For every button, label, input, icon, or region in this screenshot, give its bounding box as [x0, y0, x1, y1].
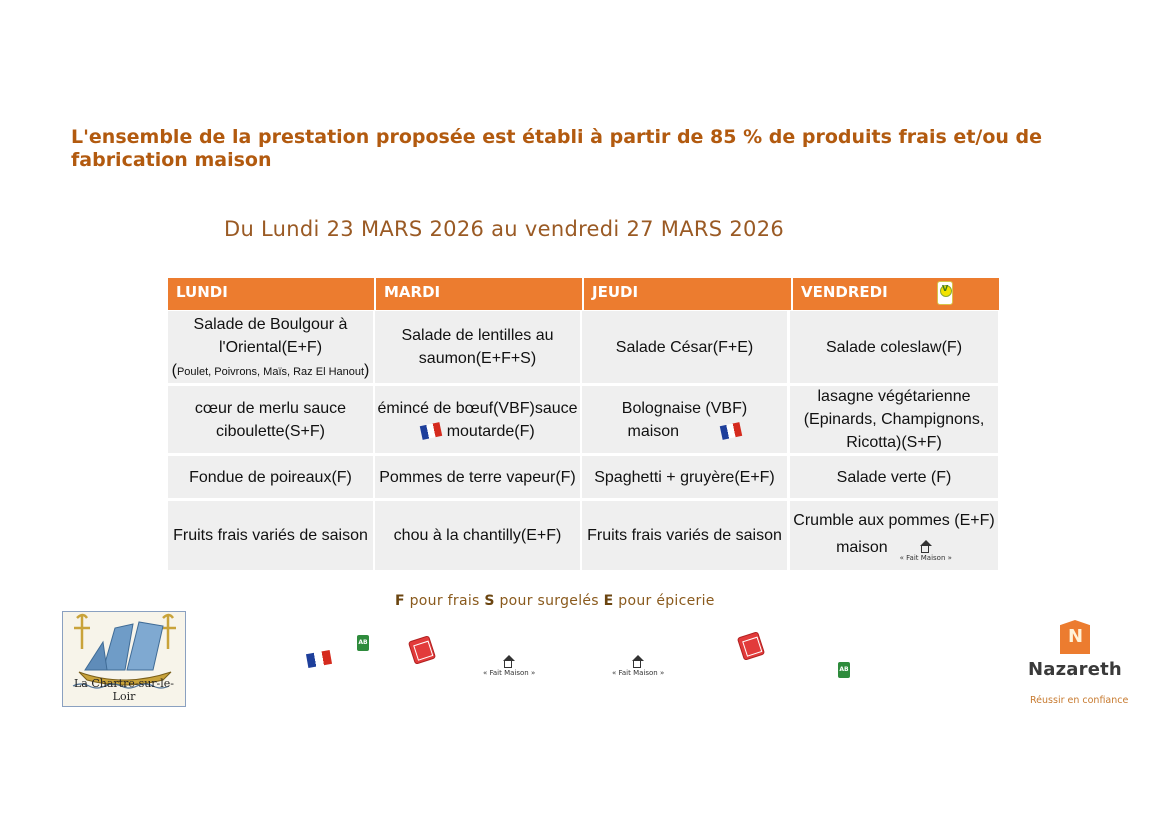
menu-cell-jeudi-dessert: Fruits frais variés de saison	[582, 501, 787, 570]
menu-cell-mardi-accompagnement: Pommes de terre vapeur(F)	[375, 456, 580, 498]
legend	[395, 593, 715, 609]
headline: L'ensemble de la prestation proposée est établi à partir de 85 % de produits frais et/ou de fabrication maison	[71, 126, 1043, 171]
dish-line: Bolognaise (VBF)	[621, 399, 748, 417]
chartre-caption: La Chartre-sur-le-Loir	[73, 677, 175, 703]
header-vendredi	[793, 278, 1001, 310]
legend-e-code: E	[603, 593, 614, 609]
legend-s-code: S	[484, 593, 495, 609]
fait-maison-icon	[612, 655, 664, 677]
fait-maison-label: « Fait Maison »	[483, 669, 536, 677]
dish-detail: (Poulet, Poivrons, Maïs, Raz El Hanout)	[171, 361, 370, 379]
house-icon	[918, 540, 934, 554]
header-vendredi-label: VENDREDI	[801, 283, 888, 301]
viande-bovine-francaise-icon	[720, 421, 742, 441]
menu-cell-mardi-entree: Salade de lentilles au saumon(E+F+S)	[375, 311, 580, 383]
dish-line: moutarde(F)	[446, 422, 535, 440]
legend-e-text: pour épicerie	[613, 593, 715, 609]
agriculture-biologique-icon: AB	[357, 635, 369, 651]
header-lundi: LUNDI	[168, 278, 376, 310]
house-icon	[630, 655, 646, 669]
produit-local-icon	[737, 631, 765, 661]
dish-line: maison	[836, 538, 888, 556]
nazareth-name: Nazareth	[1028, 659, 1122, 680]
date-range: Du Lundi 23 MARS 2026 au vendredi 27 MARS 2026	[224, 217, 785, 241]
menu-cell-jeudi-accompagnement: Spaghetti + gruyère(E+F)	[582, 456, 787, 498]
viande-bovine-francaise-icon	[420, 421, 442, 441]
legend-s-text: pour surgelés	[494, 593, 604, 609]
logo-la-chartre	[62, 611, 186, 707]
agriculture-biologique-icon: AB	[838, 662, 850, 678]
dish-line: l'Oriental(E+F)	[218, 338, 323, 356]
menu-cell-jeudi-plat	[582, 386, 787, 453]
produit-local-icon	[408, 635, 436, 665]
house-icon	[501, 655, 517, 669]
menu-cell-lundi-plat: cœur de merlu sauce ciboulette(S+F)	[168, 386, 373, 453]
fait-maison-label: « Fait Maison »	[612, 669, 665, 677]
menu-cell-vendredi-entree: Salade coleslaw(F)	[790, 311, 998, 383]
nazareth-mark-icon	[1060, 620, 1090, 654]
menu-cell-vendredi-accompagnement: Salade verte (F)	[790, 456, 998, 498]
dish-line-with-icon	[836, 532, 952, 562]
viande-bovine-francaise-icon	[307, 650, 333, 668]
legend-f-text: pour frais	[404, 593, 485, 609]
menu-cell-mardi-plat	[375, 386, 580, 453]
menu-cell-lundi-accompagnement: Fondue de poireaux(F)	[168, 456, 373, 498]
dish-line-with-icon	[627, 420, 741, 443]
fait-maison-icon	[483, 655, 535, 677]
logo-nazareth	[1018, 617, 1138, 713]
dish-line: émincé de bœuf(VBF)sauce	[377, 399, 578, 417]
dish-line: Salade de Boulgour à	[193, 315, 348, 333]
legend-f-code: F	[395, 593, 405, 609]
dish-line: Crumble aux pommes (E+F)	[793, 512, 995, 529]
menu-header-row	[168, 278, 1001, 310]
header-mardi: MARDI	[376, 278, 584, 310]
menu-cell-lundi-entree	[168, 311, 373, 383]
header-jeudi: JEUDI	[584, 278, 793, 310]
menu-cell-lundi-dessert: Fruits frais variés de saison	[168, 501, 373, 570]
dish-detail-text: Poulet, Poivrons, Maïs, Raz El Hanout	[176, 365, 365, 378]
menu-grid	[168, 311, 998, 570]
menu-cell-vendredi-dessert	[790, 501, 998, 570]
fait-maison-label: « Fait Maison »	[899, 554, 952, 562]
dish-line: maison	[627, 422, 680, 440]
vegetarian-icon	[937, 281, 953, 305]
nazareth-tagline: Réussir en confiance	[1030, 695, 1129, 706]
dish-line-with-icon	[420, 420, 534, 443]
fait-maison-icon	[900, 540, 952, 562]
menu-cell-vendredi-plat: lasagne végétarienne (Epinards, Champignons, Ricotta)(S+F)	[790, 386, 998, 453]
menu-cell-mardi-dessert: chou à la chantilly(E+F)	[375, 501, 580, 570]
menu-cell-jeudi-entree: Salade César(F+E)	[582, 311, 787, 383]
